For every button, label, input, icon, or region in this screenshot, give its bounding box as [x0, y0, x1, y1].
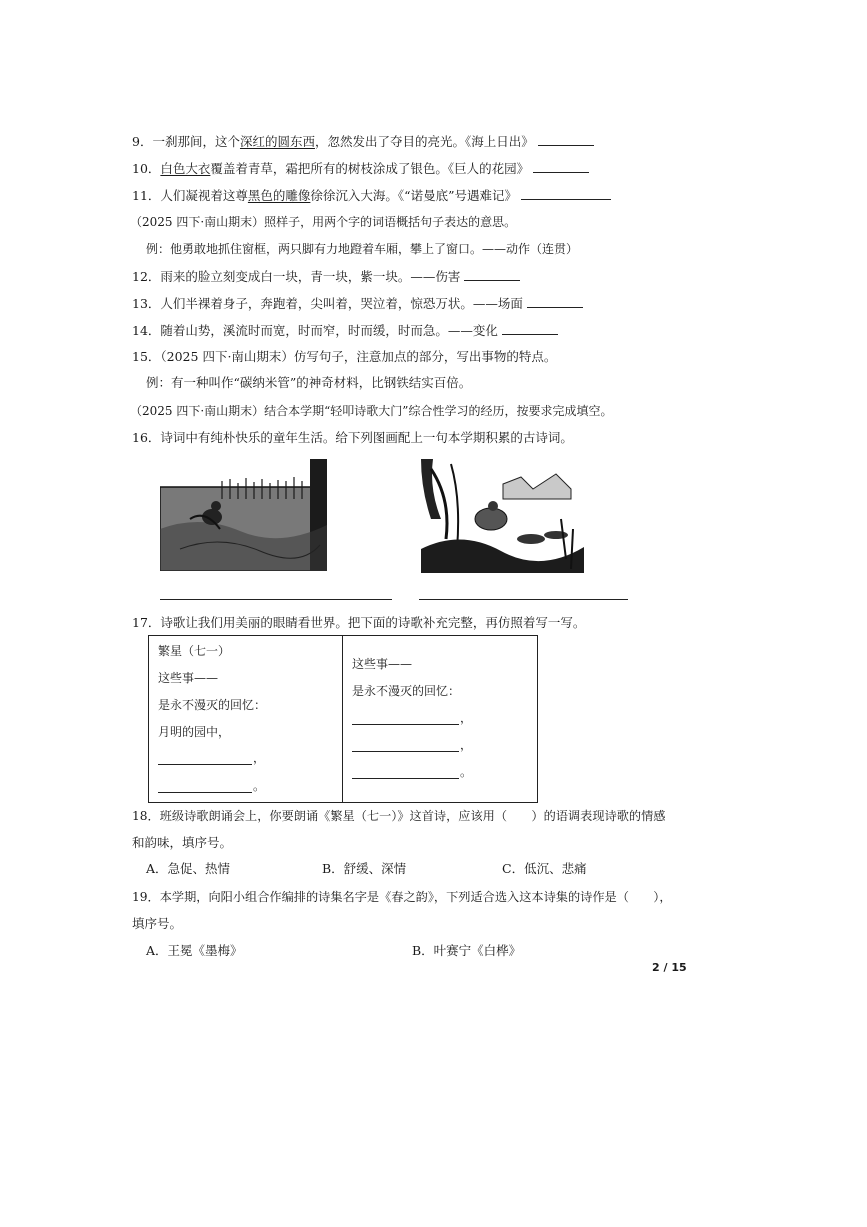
poem-right-blank-1[interactable] — [352, 724, 459, 725]
page-number: 2 / 15 — [652, 961, 687, 974]
poem-left-punct-1: ， — [253, 751, 266, 765]
question-13: 13．人们半裸着身子，奔跑着，尖叫着，哭泣着，惊恐万状。——场面 — [132, 295, 583, 312]
answer-blank[interactable] — [521, 187, 611, 200]
poem-left-line-2: 是永不漫灭的回忆： — [158, 698, 267, 712]
answer-blank[interactable] — [533, 160, 589, 173]
answer-blank[interactable] — [527, 295, 583, 308]
poem-left-blank-2[interactable] — [158, 792, 252, 793]
question-19: 19．本学期，向阳小组合作编排的诗集名字是《春之韵》，下列适合选入这本诗集的诗作是（ ）， — [132, 890, 672, 904]
poem-right-punct-1: ， — [460, 711, 473, 725]
question-14: 14．随着山势，溪流时而宽，时而窄，时而缓，时而急。——变化 — [132, 322, 558, 339]
q19-option-b[interactable]: B．叶赛宁《白桦》 — [412, 943, 522, 958]
question-17: 17．诗歌让我们用美丽的眼睛看世界。把下面的诗歌补充完整，再仿照着写一写。 — [132, 615, 586, 630]
answer-blank[interactable] — [464, 268, 520, 281]
question-10: 10．白色大衣覆盖着青草，霜把所有的树枝涂成了银色。《巨人的花园》 — [132, 160, 589, 177]
poem-table — [148, 635, 538, 803]
poem-left-line-3: 月明的园中， — [158, 725, 231, 739]
poem-right-punct-2: ， — [460, 738, 473, 752]
poem-right-blank-3[interactable] — [352, 778, 459, 779]
question-16: 16．诗词中有纯朴快乐的童年生活。给下列图画配上一句本学期积累的古诗词。 — [132, 430, 573, 445]
question-18-cont: 和韵味，填序号。 — [132, 835, 233, 850]
poem-right-line-2: 是永不漫灭的回忆： — [352, 684, 461, 698]
example-a: 例：他勇敢地抓住窗框，两只脚有力地蹬着车厢，攀上了窗口。——动作（连贯） — [146, 242, 579, 256]
question-18: 18．班级诗歌朗诵会上，你要朗诵《繁星（七一）》这首诗，应该用（ ）的语调表现诗歌的情感 — [132, 809, 666, 823]
poem-right-line-1: 这些事—— — [352, 657, 413, 671]
poem-left-punct-2: 。 — [253, 779, 266, 793]
poem-answer-line-1[interactable] — [160, 599, 392, 600]
answer-blank[interactable] — [502, 322, 558, 335]
lotus-pond-illustration — [421, 459, 584, 573]
table-divider — [342, 636, 343, 802]
poem-right-punct-3: 。 — [460, 765, 473, 779]
question-9: 9．一刹那间，这个深红的圆东西，忽然发出了夺目的亮光。《海上日出》 — [132, 133, 594, 150]
poem-left-line-1: 这些事—— — [158, 671, 219, 685]
question-19-cont: 填序号。 — [132, 916, 183, 931]
question-11: 11．人们凝视着这尊黑色的雕像徐徐沉入大海。《“诺曼底”号遇难记》 — [132, 187, 611, 204]
q19-option-a[interactable]: A．王冕《墨梅》 — [146, 943, 243, 958]
poem-left-blank-1[interactable] — [158, 764, 252, 765]
question-12: 12．雨来的脸立刻变成白一块，青一块，紫一块。——伤害 — [132, 268, 520, 285]
poem-answer-line-2[interactable] — [419, 599, 628, 600]
section-instruction-a: （2025 四下·南山期末）照样子，用两个字的词语概括句子表达的意思。 — [130, 215, 517, 229]
poem-title: 繁星（七一） — [158, 644, 231, 658]
q18-option-b[interactable]: B．舒缓、深情 — [322, 861, 407, 876]
field-illustration — [160, 459, 327, 571]
question-15: 15．（2025 四下·南山期末）仿写句子，注意加点的部分，写出事物的特点。 — [132, 349, 557, 364]
poem-right-blank-2[interactable] — [352, 751, 459, 752]
example-b: 例：有一种叫作“碳纳米管”的神奇材料，比钢铁结实百倍。 — [146, 375, 472, 390]
q18-option-c[interactable]: C．低沉、悲痛 — [502, 861, 587, 876]
q18-option-a[interactable]: A．急促、热情 — [146, 861, 231, 876]
answer-blank[interactable] — [538, 133, 594, 146]
section-instruction-b: （2025 四下·南山期末）结合本学期“轻叩诗歌大门”综合性学习的经历，按要求完成填空。 — [130, 404, 613, 418]
